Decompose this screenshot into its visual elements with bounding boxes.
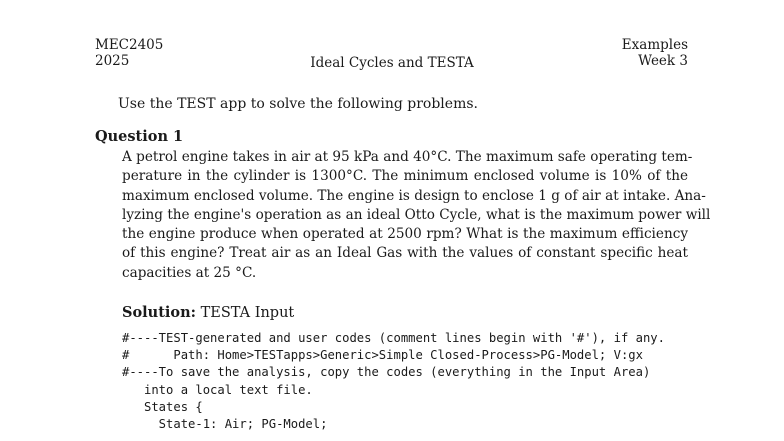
intro-text: Use the TEST app to solve the following problems. [118,96,478,112]
code-block [122,330,665,433]
question-line: maximum enclosed volume. The engine is design to enclose 1 g of air at intake. Ana- [122,187,706,204]
course-code: MEC2405 [95,37,164,53]
week-label: Week 3 [638,53,688,69]
year: 2025 [95,53,130,69]
solution-subtitle: TESTA Input [200,305,295,321]
question-line: A petrol engine takes in air at 95 kPa and 40°C. The maximum safe operating tem- [122,149,693,165]
code-line: into a local text file. [122,382,313,397]
solution-label: Solution: [122,304,196,321]
question-heading: Question 1 [95,128,184,145]
question-line: capacities at 25 °C. [122,264,257,281]
question-body [122,148,711,283]
code-line: #----TEST-generated and user codes (comment lines begin with '#'), if any. [122,331,665,345]
code-line: #----To save the analysis, copy the codes (everything in the Input Area) [122,365,651,380]
question-line: of this engine? Treat air as an Ideal Gas with the values of constant specific heat [122,245,688,262]
code-line: States { [122,399,203,414]
section-label: Examples [621,37,688,53]
question-line: the engine produce when operated at 2500 rpm? What is the maximum efficiency [122,226,688,243]
code-line: State-1: Air; PG-Model; [122,417,328,432]
solution-heading [122,304,294,321]
question-line: perature in the cylinder is 1300°C. The minimum enclosed volume is 10% of the [122,168,688,185]
header-right [622,37,688,69]
code-line: # Path: Home>TESTapps>Generic>Simple Closed-Process>PG-Model; V:gx [122,348,643,363]
document-title: Ideal Cycles and TESTA [310,55,474,71]
question-line: lyzing the engine's operation as an ideal Otto Cycle, what is the maximum power will [122,206,711,223]
